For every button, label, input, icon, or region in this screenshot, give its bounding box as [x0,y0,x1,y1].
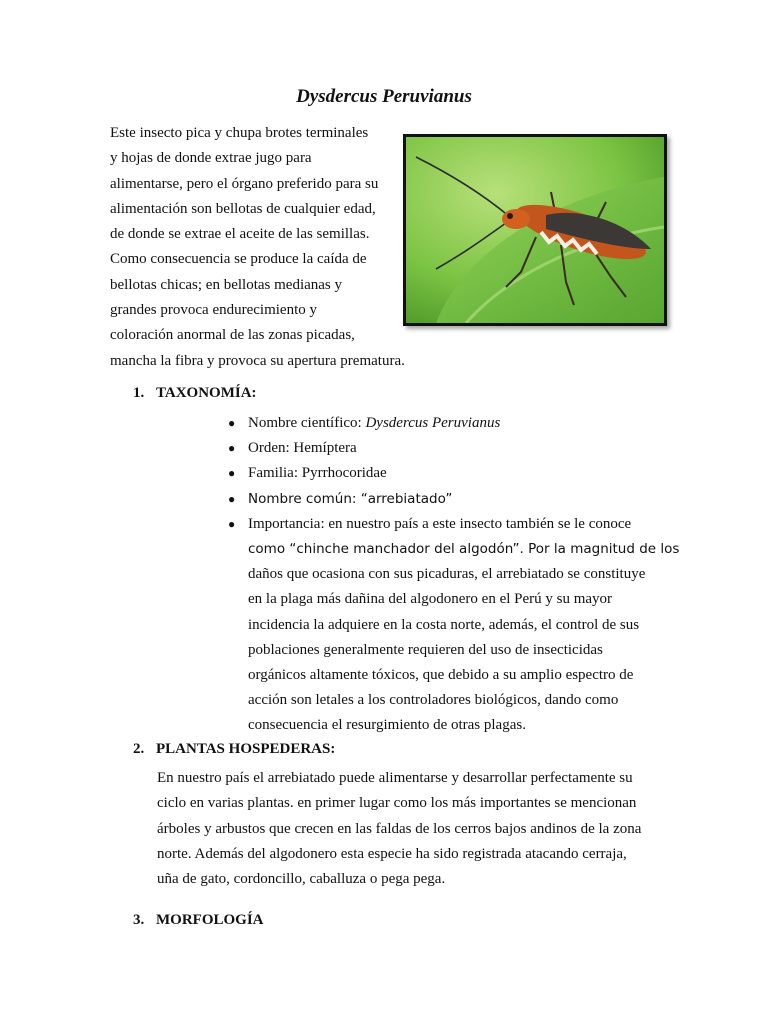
importancia-line: como “chinche manchador del algodón”. Por la magnitud de los [248,541,680,558]
section-title: MORFOLOGÍA [156,912,264,928]
nombre-comun-text: Nombre común: “arrebiatado” [248,490,453,507]
orden-text: Orden: Hemíptera [248,440,357,457]
intro-line: mancha la fibra y provoca su apertura prematura. [110,352,405,369]
list-item [224,461,664,486]
intro-line: alimentarse, pero el órgano preferido para su [110,175,379,192]
section-heading-morfologia [133,912,264,929]
section-number: 3. [133,912,145,928]
scientific-name-value: Dysdercus Peruvianus [365,415,501,431]
importancia-line: incidencia la adquiere en la costa norte, además, el control de sus [248,616,640,633]
importancia-line: orgánicos altamente tóxicos, que debido a su amplio espectro de [248,667,634,684]
section-heading-plantas [133,741,335,758]
list-item [224,411,664,436]
section-title: TAXONOMÍA: [156,385,257,401]
list-item [224,487,664,512]
importancia-line: poblaciones generalmente requieren del uso de insecticidas [248,641,603,658]
bullet-icon: ● [228,441,236,456]
list-item [224,512,680,739]
intro-line: bellotas chicas; en bellotas medianas y [110,276,343,293]
taxonomy-list [224,385,680,739]
intro-paragraph [110,121,430,374]
section-title: PLANTAS HOSPEDERAS: [156,741,336,757]
intro-line: Este insecto pica y chupa brotes terminales [110,125,369,141]
intro-line: coloración anormal de las zonas picadas, [110,327,355,344]
plantas-paragraph [157,766,657,892]
insect-photo [403,134,667,326]
plantas-line: norte. Además del algodonero esta especie ha sido registrada atacando cerraja, [157,845,627,862]
plantas-line: ciclo en varias plantas. en primer lugar como los más importantes se mencionan [157,795,637,812]
section-number: 2. [133,741,145,757]
intro-line: Como consecuencia se produce la caída de [110,251,367,268]
familia-text: Familia: Pyrrhocoridae [248,465,387,482]
bullet-icon: ● [228,491,236,506]
plantas-line: uña de gato, cordoncillo, caballuza o pega pega. [157,871,446,888]
section-number: 1. [133,385,145,401]
importancia-line: Importancia: en nuestro país a este insecto también se le conoce [248,515,632,532]
bullet-icon: ● [228,516,236,531]
scientific-name-label: Nombre científico: [248,415,366,431]
intro-line: grandes provoca endurecimiento y [110,302,318,319]
importancia-line: daños que ocasiona con sus picaduras, el arrebiatado se constituye [248,566,646,583]
importancia-line: acción son letales a los controladores biológicos, dando como [248,692,619,709]
importancia-line: consecuencia el resurgimiento de otras plagas. [248,717,526,734]
importancia-line: en la plaga más dañina del algodonero en el Perú y su mayor [248,591,613,608]
document-title: Dysdercus Peruvianus [296,86,472,107]
intro-line: y hojas de donde extrae jugo para [110,150,312,167]
plantas-line: En nuestro país el arrebiatado puede alimentarse y desarrollar perfectamente su [157,770,633,786]
intro-line: alimentación son bellotas de cualquier edad, [110,200,376,217]
bullet-icon: ● [228,466,236,481]
plantas-line: árboles y arbustos que crecen en las faldas de los cerros bajos andinos de la zona [157,820,642,837]
intro-line: de donde se extrae el aceite de las semillas. [110,226,370,243]
list-item [224,436,664,461]
bullet-icon: ● [228,416,236,430]
